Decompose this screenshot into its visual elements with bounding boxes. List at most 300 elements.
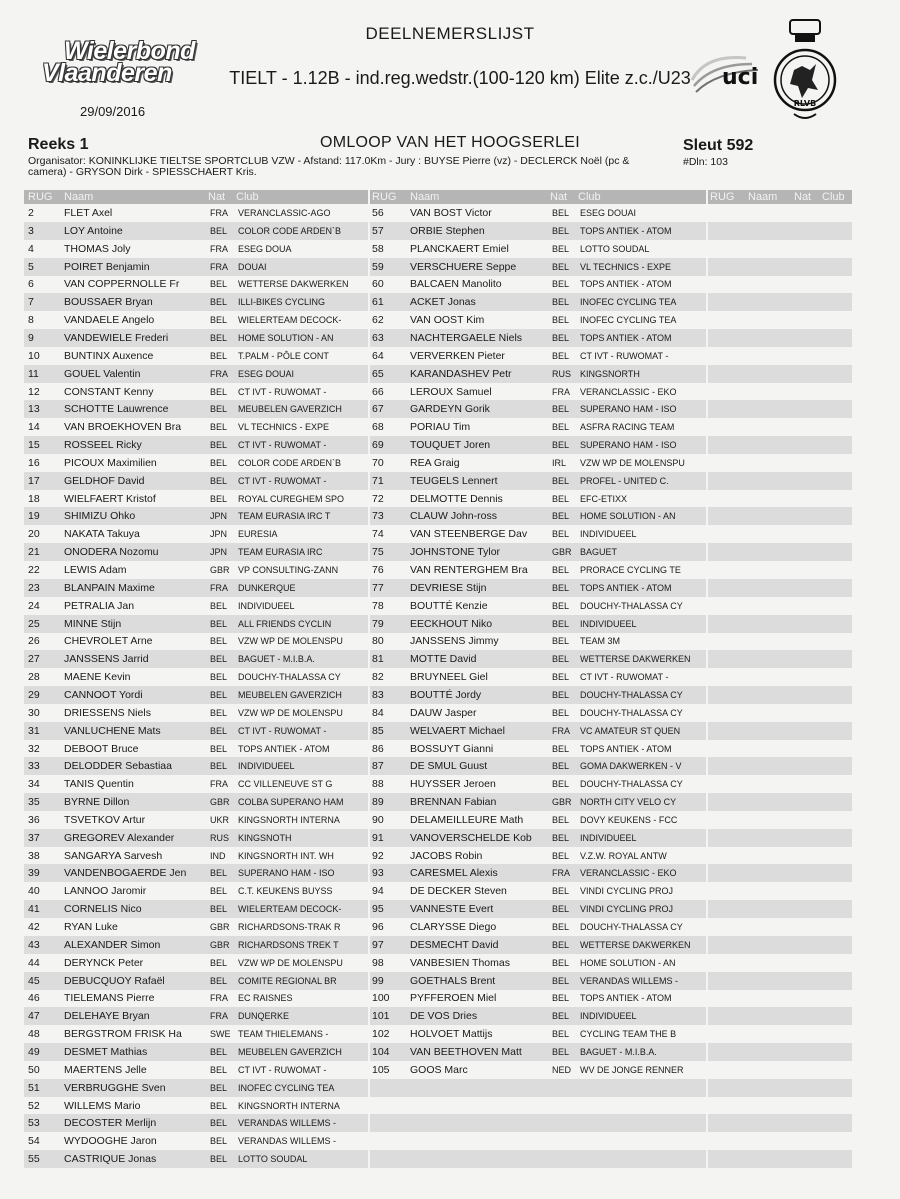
rider-name: WILLEMS Mario <box>64 1099 141 1112</box>
table-row <box>708 365 852 383</box>
rider-nationality: BEL <box>552 1029 570 1040</box>
rider-nationality: BEL <box>552 565 570 575</box>
table-row <box>24 1007 368 1025</box>
page-title: DEELNEMERSLIJST <box>365 24 535 43</box>
rider-number: 79 <box>372 617 384 630</box>
rider-club: INDIVIDUEEL <box>580 1011 637 1022</box>
table-row <box>370 1114 706 1132</box>
rider-nationality: BEL <box>552 297 570 308</box>
rider-club: DOUCHY-THALASSA CY <box>580 600 683 611</box>
table-row <box>370 1079 706 1097</box>
table-row <box>370 275 706 293</box>
rider-club: ALL FRIENDS CYCLIN <box>238 618 332 629</box>
table-row <box>24 686 368 704</box>
table-row <box>708 507 852 525</box>
table-row <box>24 365 368 383</box>
rider-club: DUNQERKE <box>238 1011 290 1022</box>
rider-name: DELMOTTE Dennis <box>410 492 503 505</box>
table-row <box>708 293 852 311</box>
rider-club: INOFEC CYCLING TEA <box>580 315 677 326</box>
rider-number: 104 <box>372 1045 390 1058</box>
rider-nationality: FRA <box>210 368 228 379</box>
table-row <box>24 1025 368 1043</box>
rider-number: 24 <box>28 599 40 612</box>
table-row <box>24 864 368 882</box>
rider-name: BERGSTROM FRISK Ha <box>64 1028 182 1041</box>
table-row <box>24 311 368 329</box>
table-row <box>370 954 706 972</box>
table-row <box>24 668 368 686</box>
table-row <box>708 383 852 401</box>
rider-nationality: BEL <box>210 422 228 433</box>
rider-club: BAGUET <box>580 547 618 558</box>
rider-number: 105 <box>372 1063 390 1076</box>
rider-name: CHEVROLET Arne <box>64 635 153 648</box>
table-row <box>708 222 852 240</box>
rider-club: SUPERANO HAM - ISO <box>580 440 677 451</box>
table-row <box>370 561 706 579</box>
table-row <box>708 240 852 258</box>
rider-name: VAN BOST Victor <box>410 207 492 219</box>
rider-nationality: BEL <box>210 350 228 361</box>
rider-name: JANSSENS Jimmy <box>410 635 499 648</box>
rider-number: 84 <box>372 706 384 719</box>
rider-nationality: BEL <box>210 957 228 968</box>
table-row <box>708 1132 852 1150</box>
rider-number: 98 <box>372 956 384 969</box>
rider-number: 56 <box>372 207 384 219</box>
table-row <box>708 864 852 882</box>
rider-nationality: BEL <box>552 404 570 415</box>
table-row <box>370 1132 706 1150</box>
table-row <box>708 597 852 615</box>
rider-nationality: BEL <box>210 225 228 236</box>
rider-club: CT IVT - RUWOMAT - <box>238 440 327 451</box>
rider-number: 28 <box>28 671 40 684</box>
table-row <box>370 365 706 383</box>
rider-name: LEROUX Samuel <box>410 385 492 398</box>
rider-club: COMITE REGIONAL BR <box>238 975 337 986</box>
table-row <box>708 525 852 543</box>
table-row <box>370 400 706 418</box>
rider-number: 12 <box>28 385 40 398</box>
table-row <box>370 650 706 668</box>
rider-number: 18 <box>28 492 40 505</box>
rider-number: 39 <box>28 867 40 880</box>
rider-club: ESEG DOUAI <box>580 208 637 218</box>
rider-club: VERANCLASSIC-AGO <box>238 208 331 218</box>
rider-number: 10 <box>28 349 40 362</box>
rider-club: VERANDAS WILLEMS - <box>580 975 679 986</box>
table-row <box>370 418 706 436</box>
rider-name: VANBESIEN Thomas <box>410 956 510 969</box>
rider-club: CT IVT - RUWOMAT - <box>238 725 327 736</box>
rider-number: 94 <box>372 885 384 898</box>
rider-name: BRENNAN Fabian <box>410 796 497 809</box>
table-row <box>24 472 368 490</box>
rlvb-crest-logo <box>772 18 838 130</box>
table-row <box>370 775 706 793</box>
rider-club: INDIVIDUEEL <box>238 761 295 772</box>
rider-club: TOPS ANTIEK - ATOM <box>580 225 672 236</box>
rider-number: 2 <box>28 207 34 219</box>
table-row <box>370 1025 706 1043</box>
rider-club: WIELERTEAM DECOCK- <box>238 904 342 915</box>
rider-club: ESEG DOUA <box>238 243 292 254</box>
table-row <box>708 1025 852 1043</box>
rider-club: INOFEC CYCLING TEA <box>580 297 677 308</box>
rider-number: 74 <box>372 528 384 541</box>
table-row <box>370 204 706 222</box>
table-row <box>370 1097 706 1115</box>
rider-nationality: BEL <box>210 1064 228 1075</box>
table-row <box>370 704 706 722</box>
table-row <box>370 632 706 650</box>
rider-nationality: BEL <box>552 511 570 522</box>
rider-nationality: GBR <box>210 939 230 950</box>
rider-number: 36 <box>28 813 40 826</box>
rider-number: 99 <box>372 974 384 987</box>
rider-name: VAN BROEKHOVEN Bra <box>64 421 182 434</box>
rider-name: PETRALIA Jan <box>64 599 135 612</box>
rider-nationality: BEL <box>552 672 570 683</box>
rider-number: 72 <box>372 492 384 505</box>
table-row <box>24 418 368 436</box>
table-row <box>370 615 706 633</box>
rider-nationality: BEL <box>552 761 570 772</box>
table-row <box>708 793 852 811</box>
table-row <box>24 811 368 829</box>
rider-club: COLBA SUPERANO HAM <box>238 797 344 808</box>
table-row <box>24 1097 368 1115</box>
rider-number: 68 <box>372 421 384 434</box>
table-row <box>370 972 706 990</box>
rider-name: BOUSSAER Bryan <box>64 296 153 309</box>
rider-number: 40 <box>28 885 40 898</box>
table-row <box>708 258 852 276</box>
rider-nationality: GBR <box>210 565 230 575</box>
rider-nationality: BEL <box>552 475 570 486</box>
table-row <box>708 989 852 1007</box>
rider-club: DUNKERQUE <box>238 582 296 593</box>
rider-name: RYAN Luke <box>64 921 118 933</box>
rider-name: MAERTENS Jelle <box>64 1063 147 1076</box>
rider-name: WYDOOGHE Jaron <box>64 1135 157 1148</box>
rider-number: 97 <box>372 938 384 951</box>
table-row <box>708 632 852 650</box>
rider-club: CC VILLENEUVE ST G <box>238 779 333 790</box>
rider-name: TSVETKOV Artur <box>64 813 146 826</box>
rider-nationality: BEL <box>210 493 228 504</box>
table-row <box>708 543 852 561</box>
table-row <box>24 722 368 740</box>
rider-name: CLARYSSE Diego <box>410 921 497 933</box>
table-row <box>370 882 706 900</box>
rider-nationality: BEL <box>210 1154 228 1165</box>
table-row <box>24 900 368 918</box>
rider-nationality: RUS <box>552 368 572 379</box>
table-row <box>370 543 706 561</box>
table-row <box>24 1043 368 1061</box>
rider-nationality: BEL <box>210 868 228 879</box>
rider-name: ONODERA Nozomu <box>64 546 159 559</box>
rider-number: 34 <box>28 778 40 791</box>
rider-number: 47 <box>28 1010 40 1023</box>
table-row <box>370 1007 706 1025</box>
table-row <box>24 436 368 454</box>
rider-club: DOUCHY-THALASSA CY <box>580 707 683 718</box>
rider-club: TEAM THIELEMANS - <box>238 1029 329 1040</box>
table-row <box>24 561 368 579</box>
rider-club: KINGSNORTH INTERNA <box>238 1100 340 1111</box>
rider-nationality: BEL <box>210 332 228 343</box>
rider-number: 69 <box>372 439 384 452</box>
rider-name: SANGARYA Sarvesh <box>64 849 163 862</box>
rider-number: 92 <box>372 849 384 862</box>
rider-nationality: BEL <box>552 975 570 986</box>
rider-club: SUPERANO HAM - ISO <box>238 868 335 879</box>
table-row <box>24 258 368 276</box>
rider-nationality: BEL <box>210 297 228 308</box>
rider-number: 93 <box>372 867 384 880</box>
table-row <box>370 347 706 365</box>
rider-number: 37 <box>28 831 40 844</box>
rider-name: KARANDASHEV Petr <box>410 367 512 380</box>
table-row <box>708 650 852 668</box>
rider-nationality: BEL <box>210 457 228 468</box>
table-row <box>708 436 852 454</box>
rider-name: VAN OOST Kim <box>410 314 485 327</box>
table-row <box>24 775 368 793</box>
table-header-right <box>708 190 852 204</box>
rider-number: 11 <box>28 367 39 380</box>
col-header-club: Club <box>822 191 845 203</box>
rider-name: DESMET Mathias <box>64 1045 148 1058</box>
col-header-nat: Nat <box>208 191 226 203</box>
table-row <box>370 847 706 865</box>
rider-number: 83 <box>372 688 384 701</box>
rider-name: NACHTERGAELE Niels <box>410 331 523 344</box>
uci-logo <box>686 50 766 100</box>
rider-number: 67 <box>372 403 384 416</box>
rider-club: INDIVIDUEEL <box>238 600 295 611</box>
table-row <box>370 472 706 490</box>
rider-nationality: GBR <box>210 797 230 808</box>
rider-name: TANIS Quentin <box>64 778 134 791</box>
rider-name: CASTRIQUE Jonas <box>64 1153 157 1166</box>
rider-nationality: BEL <box>552 600 570 611</box>
rider-nationality: BEL <box>210 404 228 415</box>
table-row <box>24 650 368 668</box>
rider-number: 77 <box>372 581 384 594</box>
rider-name: VERSCHUERE Seppe <box>410 260 517 273</box>
rider-club: CT IVT - RUWOMAT - <box>238 386 327 397</box>
rider-nationality: UKR <box>210 814 230 825</box>
rider-number: 41 <box>28 903 40 916</box>
table-row <box>708 972 852 990</box>
rider-number: 19 <box>28 510 40 523</box>
rider-nationality: BEL <box>210 618 228 629</box>
table-row <box>708 1150 852 1168</box>
rider-club: VZW WP DE MOLENSPU <box>580 457 685 468</box>
rider-nationality: SWE <box>210 1029 231 1040</box>
table-row <box>24 740 368 758</box>
rider-name: FLET Axel <box>64 207 113 219</box>
rider-club: VERANCLASSIC - EKO <box>580 868 677 879</box>
rider-club: DOUCHY-THALASSA CY <box>238 672 341 683</box>
rider-number: 82 <box>372 671 384 684</box>
rider-name: JACOBS Robin <box>410 849 483 862</box>
rider-name: BOSSUYT Gianni <box>410 742 494 755</box>
rider-name: TEUGELS Lennert <box>410 474 498 487</box>
rider-club: VL TECHNICS - EXPE <box>580 261 672 272</box>
rider-nationality: FRA <box>210 243 228 254</box>
table-row <box>24 400 368 418</box>
table-row <box>708 204 852 222</box>
rider-nationality: BEL <box>210 1136 228 1147</box>
rider-number: 7 <box>28 296 34 309</box>
logo-text-line2: Vlaanderen <box>42 59 172 87</box>
rider-nationality: BEL <box>552 1046 570 1057</box>
rider-name: GELDHOF David <box>64 474 145 487</box>
rider-nationality: FRA <box>552 725 570 736</box>
rider-club: CT IVT - RUWOMAT - <box>238 1064 327 1075</box>
rider-name: VANDENBOGAERDE Jen <box>64 867 187 880</box>
rider-number: 66 <box>372 385 384 398</box>
rider-name: CLAUW John-ross <box>410 510 497 523</box>
rider-club: ILLI-BIKES CYCLING <box>238 297 326 308</box>
rider-number: 54 <box>28 1135 40 1148</box>
table-row <box>370 507 706 525</box>
table-row <box>24 1114 368 1132</box>
table-row <box>370 740 706 758</box>
rider-number: 8 <box>28 314 34 327</box>
rider-club: DOUCHY-THALASSA CY <box>580 689 683 700</box>
rider-name: POIRET Benjamin <box>64 260 150 273</box>
rider-name: VANOVERSCHELDE Kob <box>410 831 532 844</box>
rider-name: WELVAERT Michael <box>410 724 505 737</box>
rider-name: BYRNE Dillon <box>64 796 130 809</box>
rider-club: INOFEC CYCLING TEA <box>238 1082 335 1093</box>
uci-logo-text: uci <box>722 65 759 90</box>
table-row <box>370 240 706 258</box>
rider-name: MOTTE David <box>410 653 477 666</box>
rider-name: VANLUCHENE Mats <box>64 724 161 737</box>
rider-club: CT IVT - RUWOMAT - <box>580 350 669 361</box>
col-header-nat: Nat <box>794 191 812 203</box>
table-row <box>708 454 852 472</box>
rider-club: EC RAISNES <box>238 993 293 1004</box>
rider-nationality: BEL <box>210 600 228 611</box>
rider-name: ACKET Jonas <box>410 296 476 309</box>
rider-number: 21 <box>28 546 40 559</box>
rider-nationality: GBR <box>210 922 230 932</box>
table-row <box>24 275 368 293</box>
rider-club: HOME SOLUTION - AN <box>580 957 676 968</box>
rider-nationality: BEL <box>552 350 570 361</box>
rider-name: CARESMEL Alexis <box>410 867 498 880</box>
rider-number: 4 <box>28 242 34 255</box>
table-row <box>708 1079 852 1097</box>
table-row <box>708 1043 852 1061</box>
rider-club: VINDI CYCLING PROJ <box>580 886 674 897</box>
table-row <box>24 204 368 222</box>
rider-nationality: GBR <box>552 547 572 558</box>
participant-count: #Dln: 103 <box>683 156 728 168</box>
rider-club: VINDI CYCLING PROJ <box>580 904 674 915</box>
rider-club: ROYAL CUREGHEM SPO <box>238 493 345 504</box>
rider-club: VERANDAS WILLEMS - <box>238 1136 337 1147</box>
rider-name: VAN RENTERGHEM Bra <box>410 564 528 576</box>
rider-table-left <box>24 204 368 1168</box>
rider-nationality: BEL <box>552 922 570 932</box>
rider-number: 59 <box>372 260 384 273</box>
col-header-rug: RUG <box>28 191 53 203</box>
rider-number: 65 <box>372 367 384 380</box>
rider-nationality: BEL <box>210 315 228 326</box>
rider-number: 75 <box>372 546 384 559</box>
table-row <box>708 847 852 865</box>
rider-number: 27 <box>28 653 40 666</box>
rider-club: VZW WP DE MOLENSPU <box>238 957 343 968</box>
rider-nationality: FRA <box>552 868 570 879</box>
rider-number: 89 <box>372 796 384 809</box>
table-row <box>24 615 368 633</box>
rider-club: TEAM EURASIA IRC T <box>238 511 331 522</box>
rider-number: 100 <box>372 992 390 1005</box>
table-row <box>24 632 368 650</box>
rider-number: 61 <box>372 296 384 309</box>
rider-name: CANNOOT Yordi <box>64 688 143 701</box>
rider-number: 62 <box>372 314 384 327</box>
rider-number: 71 <box>372 474 384 487</box>
rider-nationality: BEL <box>552 422 570 433</box>
table-row <box>24 1150 368 1168</box>
rider-number: 55 <box>28 1153 40 1166</box>
rider-nationality: BEL <box>210 1100 228 1111</box>
rider-number: 33 <box>28 760 40 773</box>
rider-name: VAN BEETHOVEN Matt <box>410 1045 522 1058</box>
rider-name: GOOS Marc <box>410 1063 468 1076</box>
rider-club: VC AMATEUR ST QUEN <box>580 725 681 736</box>
table-row <box>708 668 852 686</box>
rider-club: WETTERSE DAKWERKEN <box>238 279 349 290</box>
table-row <box>370 722 706 740</box>
rider-nationality: BEL <box>552 832 570 843</box>
table-row <box>24 454 368 472</box>
rider-nationality: BEL <box>210 1118 228 1129</box>
rider-number: 95 <box>372 903 384 916</box>
table-row <box>24 383 368 401</box>
rider-nationality: BEL <box>210 1046 228 1057</box>
table-row <box>24 989 368 1007</box>
rider-club: WV DE JONGE RENNER <box>580 1064 684 1075</box>
table-row <box>370 293 706 311</box>
table-row <box>370 1061 706 1079</box>
rider-nationality: BEL <box>552 654 570 665</box>
table-row <box>708 1007 852 1025</box>
rider-nationality: NED <box>552 1064 572 1075</box>
rider-nationality: BEL <box>552 208 570 218</box>
rider-number: 31 <box>28 724 40 737</box>
rider-name: LOY Antoine <box>64 224 123 237</box>
table-row <box>708 561 852 579</box>
table-row <box>24 972 368 990</box>
rider-number: 23 <box>28 581 40 594</box>
table-row <box>24 1061 368 1079</box>
rider-club: KINGSNOTH <box>238 832 292 843</box>
rider-club: VL TECHNICS - EXPE <box>238 422 330 433</box>
